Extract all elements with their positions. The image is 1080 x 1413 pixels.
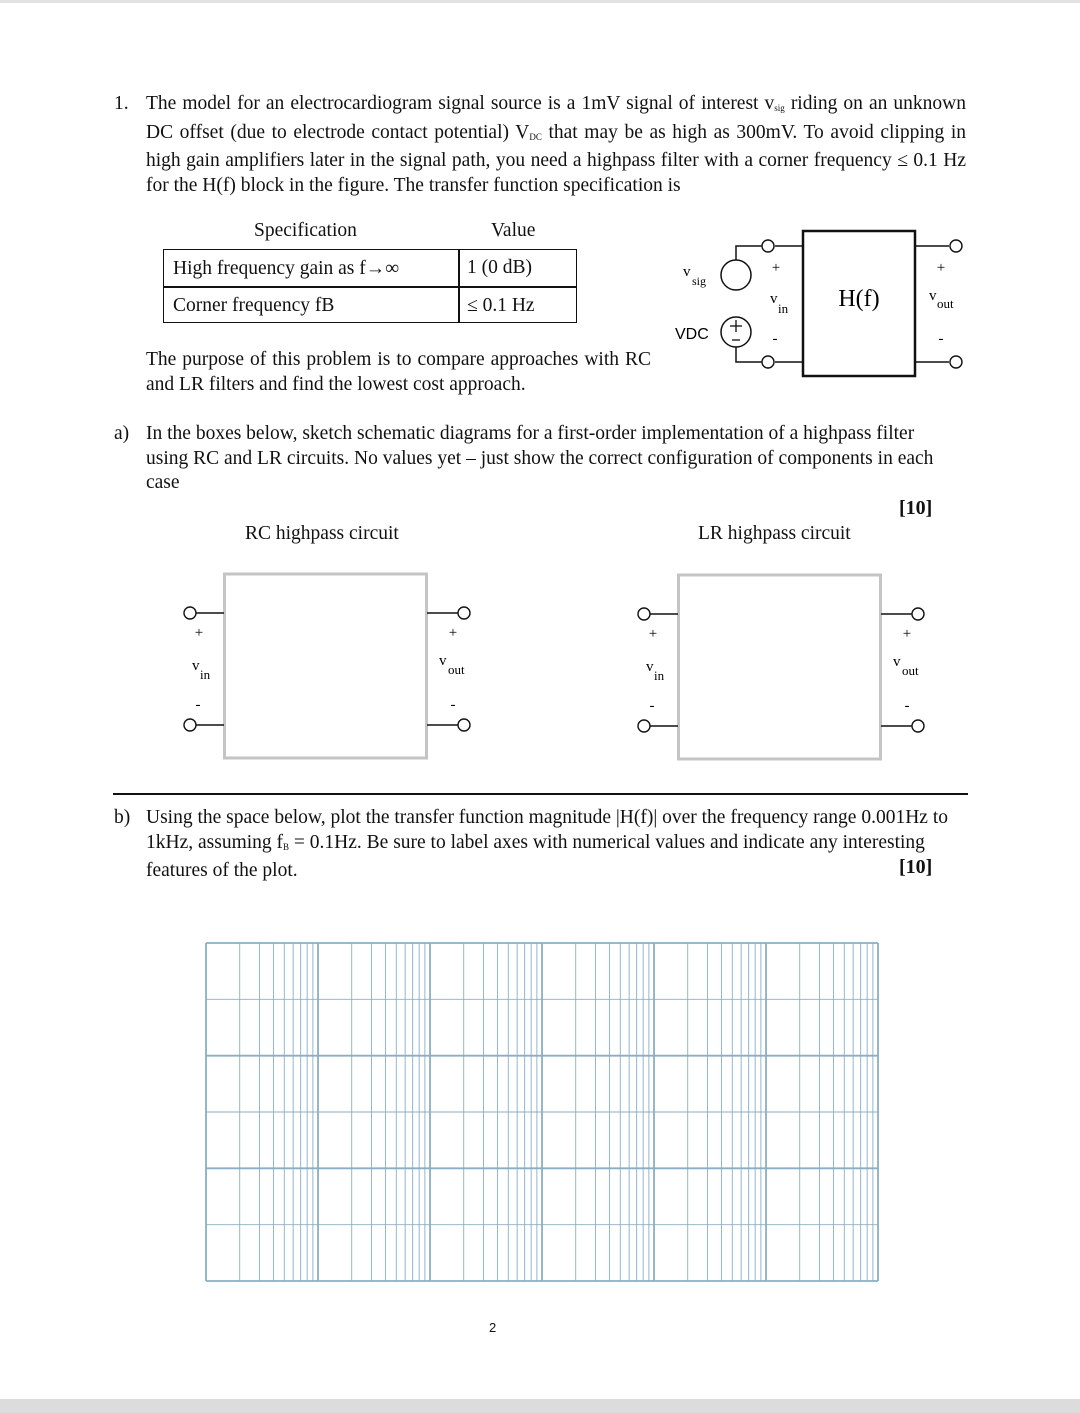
lr-vout-label: v: [893, 654, 901, 670]
part-a-marks: [10]: [899, 497, 933, 519]
vout-minus: -: [938, 331, 944, 347]
vout-plus: +: [936, 260, 946, 276]
lr-vin-sub: in: [654, 668, 665, 683]
lr-vin-plus: +: [648, 626, 658, 642]
lr-vout-sub: out: [902, 663, 919, 678]
vsig-sub: sig: [692, 274, 707, 288]
part-b-text: Using the space below, plot the transfer function magnitude |H(f)| over the frequency range 0.001Hz to 1kHz, assuming $f_B = 0.1Hz$. Be sure to label axes with numerical values and indicate any interesting features of the plot.: [146, 807, 948, 881]
rc-circuit-title: RC highpass circuit: [245, 523, 399, 544]
vin-sub: in: [778, 301, 789, 316]
lr-vin-label: v: [646, 659, 654, 675]
part-a-letter: a): [114, 423, 130, 444]
lr-answer-box[interactable]: [679, 575, 881, 759]
section-divider: [113, 793, 968, 795]
lr-circuit-title: LR highpass circuit: [698, 523, 851, 544]
question-intro: The model for an electrocardiogram signal source is a 1mV signal of interest $v_{sig}$ riding on an unknown DC offset (due to electrode contact potential) $V_{DC}$ that may be as high as 300mV. To avoid clipping in high gain amplifiers later in the signal path, you need a highpass filter with a corner frequency ≤ 0.1 Hz for the H(f) block in the figure. The transfer function specification is: [146, 93, 967, 196]
vin-minus: -: [772, 331, 778, 347]
hf-block-label: H(f): [838, 286, 880, 312]
table-cell-spec-2: Corner frequency fB: [173, 295, 335, 316]
lr-vin-minus: -: [649, 698, 655, 714]
source-filter-figure: [660, 222, 980, 382]
vin-label: v: [770, 291, 778, 307]
rc-vin-minus: -: [195, 697, 201, 713]
part-b-marks: [10]: [899, 856, 933, 878]
rc-vin-plus: +: [194, 625, 204, 641]
rc-vin-label: v: [192, 658, 200, 674]
lr-vout-plus: +: [902, 626, 912, 642]
rc-vout-label: v: [439, 653, 447, 669]
table-cell-value-1: 1 (0 dB): [467, 257, 532, 278]
log-graph-paper[interactable]: [205, 942, 879, 1282]
rc-answer-box[interactable]: [225, 574, 427, 758]
table-cell-spec-1: High frequency gain as f→∞: [173, 258, 400, 279]
rc-vout-minus: -: [450, 697, 456, 713]
part-b-letter: b): [114, 807, 131, 828]
vsig-label: v: [683, 264, 691, 280]
part-a-text: In the boxes below, sketch schematic diagrams for a first-order implementation of a highpass filter using RC and LR circuits. No values yet – just show the correct configuration of components in each case: [146, 423, 934, 493]
rc-vout-plus: +: [448, 625, 458, 641]
lr-sketch-area[interactable]: [629, 566, 939, 771]
table-header-value: Value: [491, 220, 536, 241]
rc-vin-sub: in: [200, 667, 211, 682]
vsig-source-symbol: [721, 260, 751, 290]
purpose-text: The purpose of this problem is to compare approaches with RC and LR filters and find the lowest cost approach.: [146, 349, 651, 395]
vout-label: v: [929, 288, 937, 304]
rc-vout-sub: out: [448, 662, 465, 677]
vin-plus: +: [771, 260, 781, 276]
bottom-edge: [0, 1399, 1080, 1413]
rc-sketch-area[interactable]: [175, 565, 485, 770]
table-header-spec: Specification: [254, 220, 357, 241]
page-number: 2: [489, 1320, 497, 1335]
question-number: 1.: [114, 93, 129, 114]
top-edge: [0, 0, 1080, 3]
lr-vout-minus: -: [904, 698, 910, 714]
vdc-label: VDC: [675, 326, 709, 343]
vout-sub: out: [937, 296, 954, 311]
table-cell-value-2: ≤ 0.1 Hz: [467, 295, 535, 316]
